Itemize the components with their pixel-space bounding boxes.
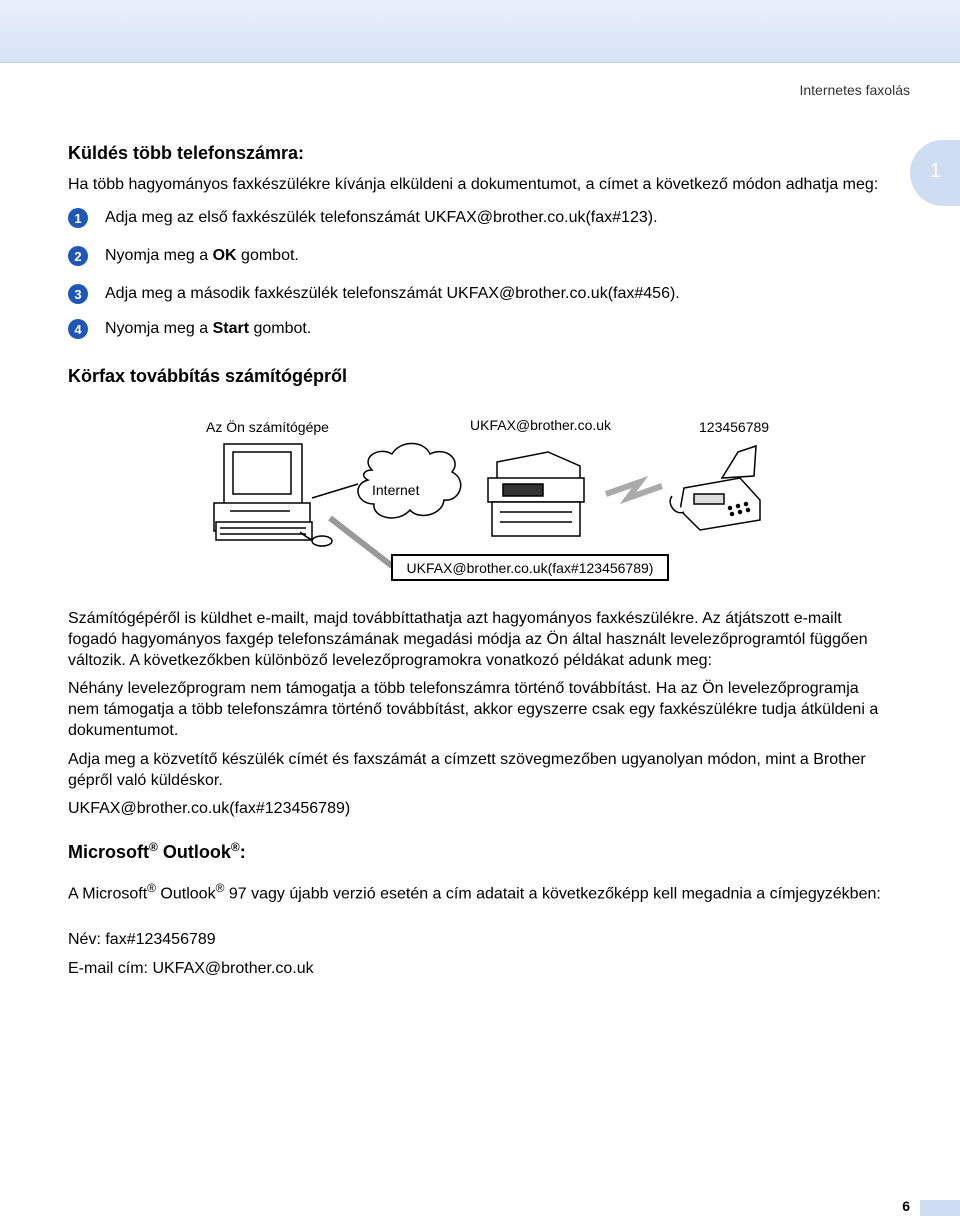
- step-text-tail: gombot.: [249, 320, 312, 337]
- step-number-badge: 4: [68, 319, 88, 339]
- section-title-broadcast: Körfax továbbítás számítógépről: [68, 366, 348, 386]
- label-fax-number: 123456789: [699, 419, 770, 435]
- fax-machine-illustration: [670, 446, 760, 530]
- intro-paragraph: Ha több hagyományos faxkészülékre kívánja elküldeni a dokumentumot, a címet a következő módon adhatja meg:: [68, 176, 879, 193]
- step-text-tail: gombot.: [236, 247, 299, 264]
- label-server-address: UKFAX@brother.co.uk: [470, 417, 612, 433]
- mfc-machine-illustration: [488, 452, 584, 536]
- transmission-bolt: [606, 482, 662, 498]
- paragraph-address-entry: Adja meg a közvetítő készülék címét és faxszámát a címzett szövegmezőben ugyanolyan módon, mint a Brother gépről való küldéskor.: [68, 751, 866, 789]
- connection-line: [312, 484, 358, 498]
- running-header: Internetes faxolás: [799, 82, 910, 98]
- outlook-para-part3: 97 vagy újabb verzió esetén a cím adatait a következőképp kell megadnia a címjegyzékben:: [224, 885, 881, 903]
- step-number-badge: 1: [68, 208, 88, 228]
- section-title-multi-number: Küldés több telefonszámra:: [68, 143, 305, 163]
- registered-mark: ®: [149, 840, 158, 854]
- paragraph-address-example: UKFAX@brother.co.uk(fax#123456789): [68, 800, 351, 817]
- broadcast-diagram: [0, 0, 960, 600]
- step-bold-key: OK: [212, 247, 237, 264]
- page-number: 6: [902, 1198, 910, 1214]
- step-text: Adja meg az első faxkészülék telefonszámát UKFAX@brother.co.uk(fax#123).: [105, 209, 658, 226]
- page-tab: [920, 1200, 960, 1216]
- outlook-name-line: Név: fax#123456789: [68, 931, 216, 948]
- step-text: Nyomja meg a: [105, 320, 213, 337]
- outlook-para-part1: A Microsoft: [68, 885, 148, 903]
- registered-mark: ®: [215, 881, 225, 895]
- chapter-number: 1: [930, 160, 942, 182]
- registered-mark: ®: [147, 881, 156, 895]
- outlook-email-line: E-mail cím: UKFAX@brother.co.uk: [68, 960, 314, 977]
- step-number-badge: 2: [68, 246, 88, 266]
- step-bold-key: Start: [212, 320, 250, 337]
- outlook-title-part1: Microsoft: [68, 842, 149, 862]
- label-your-computer: Az Ön számítógépe: [206, 419, 329, 435]
- computer-illustration: [214, 444, 332, 546]
- label-internet: Internet: [372, 482, 420, 498]
- step-text: Nyomja meg a: [105, 247, 213, 264]
- paragraph-email-forwarding: Számítógépéről is küldhet e-mailt, majd továbbíttathatja azt hagyományos faxkészülékre. Az átjátszott e-mailt fogadó hagyományos faxgép telefonszámának megadási módja az Ön által használt levelezőprogramtól függően változik. A következőkben különböző levelezőprogramokra vonatkozó példákat adunk meg:: [68, 610, 868, 669]
- step-number-badge: 3: [68, 284, 88, 304]
- outlook-title-part2: Outlook: [157, 842, 231, 862]
- address-connector: [330, 518, 392, 566]
- address-box-text: UKFAX@brother.co.uk(fax#123456789): [406, 559, 654, 576]
- paragraph-multi-number-limit: Néhány levelezőprogram nem támogatja a több telefonszámra történő továbbítást. Ha az Ön levelezőprogramja nem támogatja a több telefonszámra történő továbbítást, akkor egyszerre csak egy faxkészülékre tudja átküldeni a dokumentumot.: [68, 680, 879, 739]
- registered-mark: ®: [230, 840, 240, 854]
- outlook-title-colon: :: [239, 842, 246, 862]
- address-box: [391, 554, 669, 581]
- outlook-para-part2: Outlook: [155, 885, 216, 903]
- paragraph-outlook: [68, 878, 888, 904]
- step-text: Adja meg a második faxkészülék telefonszámát UKFAX@brother.co.uk(fax#456).: [105, 285, 680, 302]
- internet-cloud: [358, 444, 461, 518]
- section-title-outlook: [68, 840, 246, 863]
